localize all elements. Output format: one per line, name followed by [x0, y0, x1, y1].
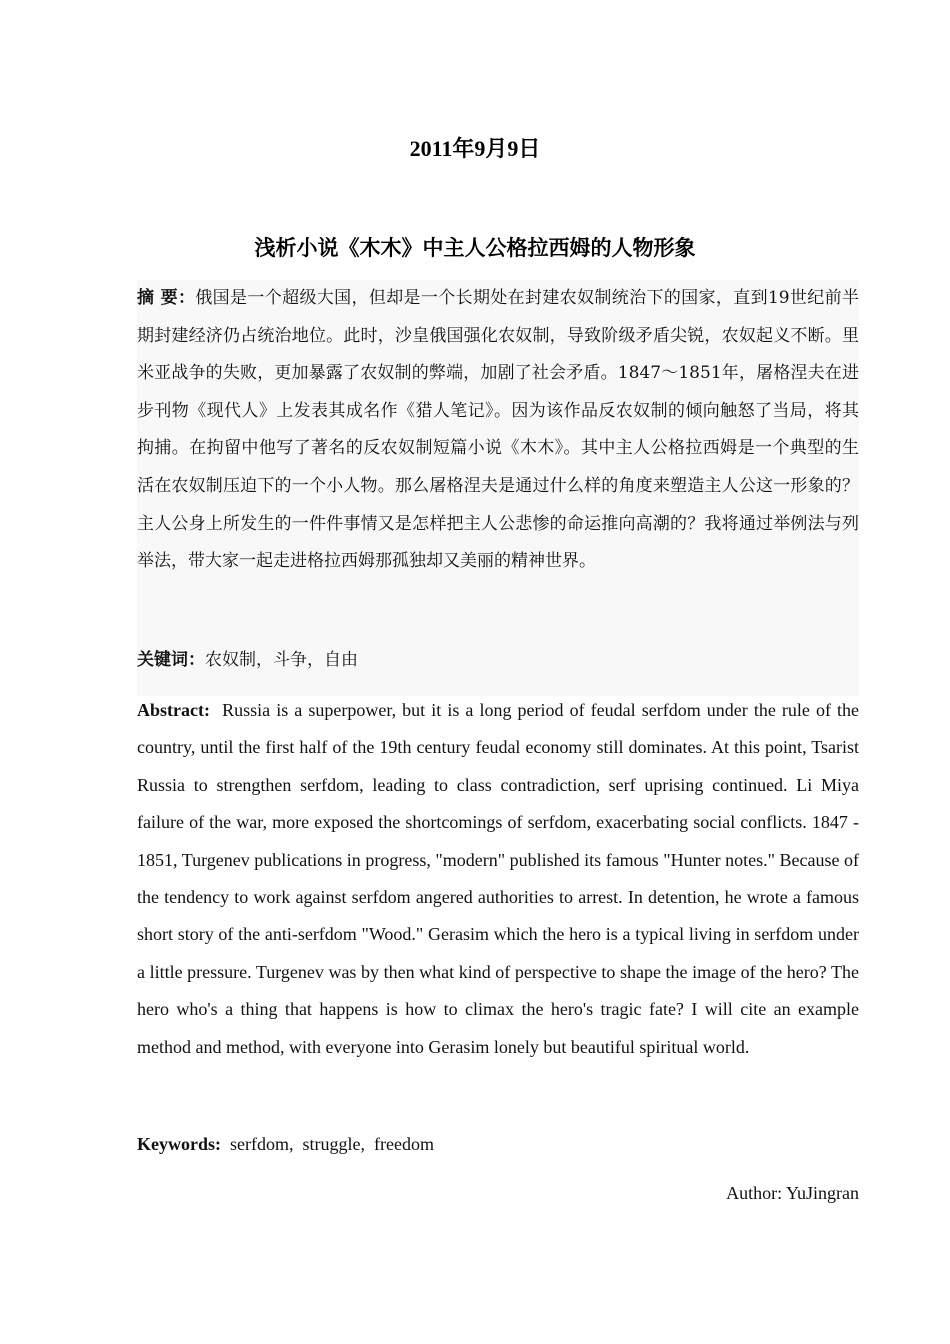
- chinese-keywords: [137, 642, 859, 678]
- keyword-item: freedom: [373, 1134, 434, 1154]
- paper-title: 浅析小说《木木》中主人公格拉西姆的人物形象: [254, 236, 696, 260]
- english-abstract-label: Abstract:: [137, 700, 210, 720]
- document-date: 2011年9月9日: [409, 136, 541, 161]
- keyword-item: struggle: [302, 1134, 361, 1154]
- chinese-keywords-text: 农奴制，斗争，自由: [205, 650, 358, 670]
- english-abstract: [137, 692, 859, 1066]
- chinese-abstract-label: 摘 要：: [137, 288, 196, 308]
- english-abstract-text: Russia is a superpower, but it is a long period of feudal serfdom under the rule of the country, until the first half of the 19th century feudal economy still dominates. At this point, Tsarist Russia to strengthen serfdom, leading to class contradiction, serf uprising continued. Li Miya failure of the war, more exposed the shortcomings of serfdom, exacerbating social conflicts. 1847 - 1851, Turgenev publications in progress, "modern" published its famous "Hunter notes." Because of the tendency to work against serfdom angered authorities to arrest. In detention, he wrote a famous short story of the anti-serfdom "Wood." Gerasim which the hero is a typical living in serfdom under a little pressure. Turgenev was by then what kind of perspective to shape the image of the hero? The hero who's a thing that happens is how to climax the hero's tragic fate? I will cite an example method and method, with everyone into Gerasim lonely but beautiful spiritual world.: [137, 700, 859, 1057]
- author-line: Author: YuJingran: [726, 1183, 859, 1203]
- chinese-keywords-label: 关键词：: [137, 650, 205, 670]
- chinese-abstract-text: 俄国是一个超级大国，但却是一个长期处在封建农奴制统治下的国家，直到19世纪前半期封建经济仍占统治地位。此时，沙皇俄国强化农奴制，导致阶级矛盾尖锐，农奴起义不断。里米亚战争的失败，更加暴露了农奴制的弊端，加剧了社会矛盾。1847～1851年，屠格涅夫在进步刊物《现代人》上发表其成名作《猎人笔记》。因为该作品反农奴制的倾向触怒了当局，将其拘捕。在拘留中他写了著名的反农奴制短篇小说《木木》。其中主人公格拉西姆是一个典型的生活在农奴制压迫下的一个小人物。那么屠格涅夫是通过什么样的角度来塑造主人公这一形象的？主人公身上所发生的一件件事情又是怎样把主人公悲惨的命运推向高潮的？我将通过举例法与列举法，带大家一起走进格拉西姆那孤独却又美丽的精神世界。: [137, 288, 859, 572]
- chinese-abstract: [137, 280, 859, 581]
- keyword-item: serfdom: [230, 1134, 289, 1154]
- english-keywords: Keywords: serfdom, struggle, freedom: [137, 1134, 434, 1154]
- english-keywords-label: Keywords:: [137, 1134, 221, 1154]
